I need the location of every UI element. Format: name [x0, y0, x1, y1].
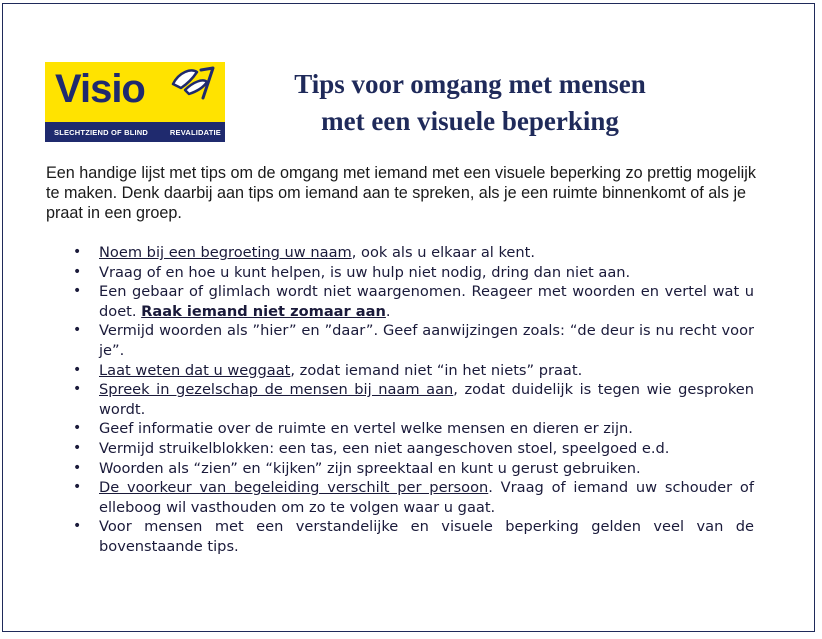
tip-item — [46, 517, 754, 556]
tip-item — [46, 321, 754, 360]
bullet-icon: • — [73, 322, 82, 339]
tip-link[interactable]: Noem bij een begroeting uw naam — [99, 244, 352, 261]
tip-link[interactable]: Laat weten dat u weggaat — [99, 361, 291, 379]
tip-item — [46, 361, 754, 381]
bullet-icon: • — [73, 381, 82, 398]
tip-item — [46, 459, 754, 479]
tip-item — [46, 380, 754, 419]
logo-tagline-bar — [45, 122, 225, 142]
bullet-icon: • — [73, 263, 82, 280]
bullet-icon: • — [73, 420, 82, 437]
tip-strong-link[interactable]: Raak iemand niet zomaar aan — [141, 302, 386, 320]
bullet-icon: • — [73, 479, 82, 496]
title-line-2: met een visuele beperking — [321, 106, 619, 136]
tip-text: Woorden als “zien” en “kijken” zijn spreektaal en kunt u gerust gebruiken. — [99, 459, 641, 477]
tip-item — [46, 263, 754, 283]
tip-text: , zodat duidelijk is tegen wie gesproken wordt. — [99, 381, 754, 418]
logo-tag-right: REVALIDATIE — [169, 127, 221, 137]
tip-text: Een gebaar of glimlach wordt niet waargenomen. Reageer met woorden en vertel wat u doet. — [99, 283, 754, 320]
tip-text: , zodat iemand niet “in het niets” praat. — [290, 361, 583, 379]
bullet-icon: • — [73, 518, 82, 535]
logo-wordmark: Visio — [55, 67, 145, 111]
page-title — [230, 66, 710, 140]
bullet-icon: • — [73, 283, 82, 300]
tip-item — [46, 282, 754, 321]
tip-item — [46, 478, 754, 517]
tip-text: . Vraag of iemand uw schouder of elleboog wil vasthouden om zo te volgen waar u gaat. — [99, 479, 754, 516]
tip-text: Vermijd struikelblokken: een tas, een niet aangeschoven stoel, speelgoed e.d. — [99, 439, 670, 457]
tip-link[interactable]: Spreek in gezelschap de mensen bij naam aan — [99, 381, 454, 399]
tip-text: , ook als u elkaar al kent. — [351, 244, 535, 261]
logo-tag-left: SLECHTZIEND OF BLIND — [54, 127, 148, 137]
tip-item — [46, 243, 754, 263]
tip-link[interactable]: De voorkeur van begeleiding verschilt per persoon — [99, 479, 489, 497]
tip-item — [46, 439, 754, 459]
visio-logo — [45, 62, 225, 142]
tip-text: Geef informatie over de ruimte en vertel welke mensen en dieren er zijn. — [99, 420, 633, 438]
tip-tail: . — [385, 302, 391, 320]
title-line-1: Tips voor omgang met mensen — [294, 69, 646, 99]
bullet-icon: • — [73, 244, 82, 260]
bullet-icon: • — [73, 439, 82, 456]
intro-paragraph: Een handige lijst met tips om de omgang met iemand met een visuele beperking zo prettig mogelijk te maken. Denk daarbij aan tips om iemand aan te spreken, als je een ruimte binnenkomt of als je praat in een groep. — [46, 164, 756, 222]
tips-list — [46, 243, 754, 557]
bullet-icon: • — [73, 459, 82, 476]
tip-text: Vermijd woorden als ”hier” en ”daar”. Geef aanwijzingen zoals: “de deur is nu recht voor je”. — [99, 322, 754, 359]
tip-text: Voor mensen met een verstandelijke en visuele beperking gelden veel van de bovenstaande tips. — [99, 518, 754, 555]
butterfly-icon — [167, 64, 217, 104]
bullet-icon: • — [73, 361, 82, 378]
tip-item — [46, 419, 754, 439]
tip-text: Vraag of en hoe u kunt helpen, is uw hulp niet nodig, dring dan niet aan. — [99, 263, 631, 281]
